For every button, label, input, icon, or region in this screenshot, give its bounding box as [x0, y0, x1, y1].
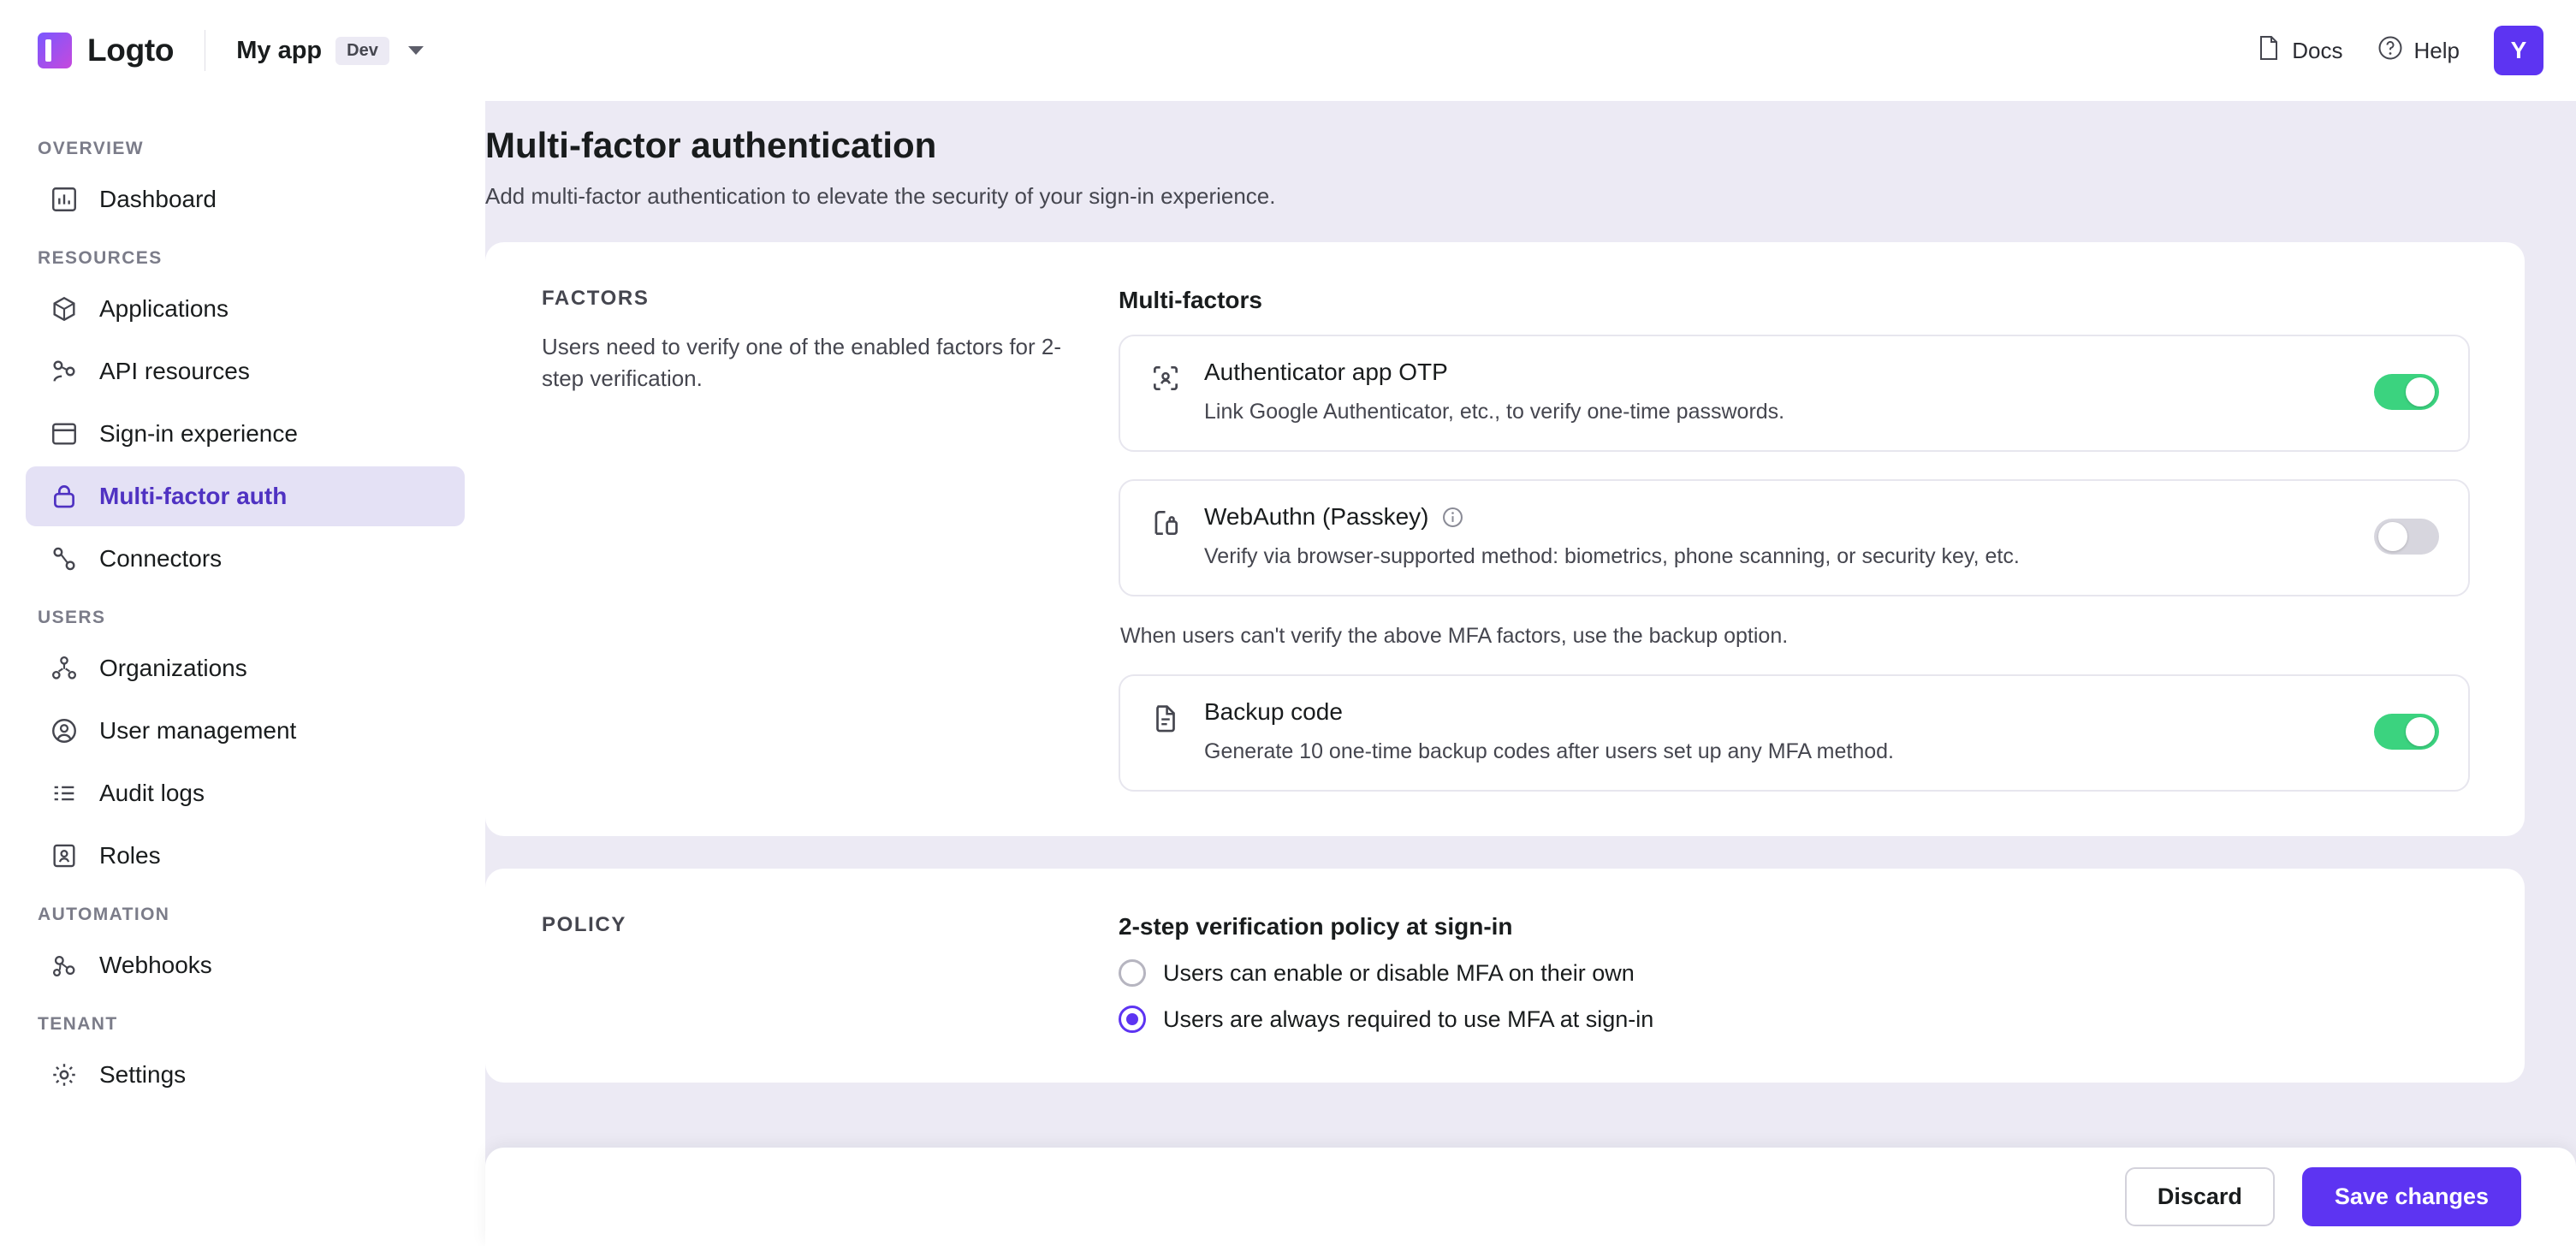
organization-icon: [50, 654, 79, 683]
sidebar-section-users: USERS: [38, 608, 106, 627]
sidebar-item-label: Settings: [99, 1061, 187, 1088]
policy-kicker: POLICY: [542, 913, 626, 936]
sidebar-item-audit-logs[interactable]: [26, 763, 465, 823]
authenticator-app-icon: [1149, 362, 1182, 395]
sidebar-item-sign-in-experience[interactable]: [26, 404, 465, 464]
sidebar-item-applications[interactable]: [26, 279, 465, 339]
policy-section-label: 2-step verification policy at sign-in: [1119, 913, 1513, 940]
factor-title: Backup code: [1204, 698, 1343, 725]
sidebar-item-label: Applications: [99, 295, 229, 322]
sidebar-item-label: Sign-in experience: [99, 420, 298, 447]
factor-text: [1204, 359, 2353, 424]
docs-link[interactable]: [2257, 35, 2342, 67]
factor-text: [1204, 503, 2353, 569]
sidebar-item-label: Multi-factor auth: [99, 483, 288, 509]
factors-description: Users need to verify one of the enabled factors for 2-step verification.: [542, 334, 1062, 391]
gear-icon: [50, 1060, 79, 1089]
lock-icon: [50, 482, 79, 511]
sidebar-item-multi-factor-auth[interactable]: [26, 466, 465, 526]
page-title: Multi-factor authentication: [485, 125, 937, 165]
roles-icon: [50, 841, 79, 870]
window-icon: [50, 419, 79, 448]
sidebar-item-user-management[interactable]: [26, 701, 465, 761]
sidebar-item-connectors[interactable]: [26, 529, 465, 589]
page-subtitle: Add multi-factor authentication to elevate the security of your sign-in experience.: [485, 183, 1276, 209]
authenticator-app-toggle[interactable]: [2374, 374, 2439, 410]
dashboard-icon: [50, 185, 79, 214]
backup-code-toggle[interactable]: [2374, 714, 2439, 750]
sidebar-section-automation: AUTOMATION: [38, 905, 170, 924]
sidebar-item-label: Dashboard: [99, 186, 217, 212]
sidebar-item-label: Audit logs: [99, 780, 205, 806]
webauthn-icon: [1149, 507, 1182, 539]
factors-card: [485, 242, 2525, 836]
factors-kicker: FACTORS: [542, 287, 650, 310]
factor-title-wrap: [1204, 698, 2353, 726]
sidebar-item-webhooks[interactable]: [26, 935, 465, 995]
app-name: My app: [236, 36, 323, 64]
factor-row-backup-code: [1119, 674, 2470, 792]
webhook-icon: [50, 951, 79, 980]
discard-button[interactable]: Discard: [2125, 1167, 2275, 1226]
radio-button[interactable]: [1119, 959, 1146, 987]
sidebar-item-label: Webhooks: [99, 952, 212, 978]
connector-icon: [50, 544, 79, 573]
sidebar-item-label: Organizations: [99, 655, 247, 681]
app-switcher[interactable]: [236, 37, 424, 65]
sidebar-section-resources: RESOURCES: [38, 248, 163, 268]
sidebar-item-dashboard[interactable]: [26, 169, 465, 229]
factor-title: Authenticator app OTP: [1204, 359, 1448, 385]
chevron-down-icon: [408, 46, 424, 55]
top-bar: [0, 0, 2576, 101]
environment-badge: Dev: [335, 37, 389, 65]
brand-name: Logto: [87, 33, 175, 68]
policy-option-mandatory[interactable]: [1119, 1006, 2470, 1033]
multi-factors-label: Multi-factors: [1119, 287, 1262, 313]
policy-card-left: [485, 913, 1119, 1033]
sidebar-item-label: API resources: [99, 358, 250, 384]
help-link[interactable]: [2377, 35, 2460, 67]
document-icon: [2257, 35, 2281, 67]
main-content: [485, 101, 2576, 1246]
toggle-knob: [2406, 377, 2435, 406]
toggle-knob: [2378, 522, 2407, 551]
cube-icon: [50, 294, 79, 323]
info-icon[interactable]: [1441, 506, 1464, 529]
list-icon: [50, 779, 79, 808]
avatar[interactable]: Y: [2494, 26, 2543, 75]
sidebar-item-settings[interactable]: [26, 1045, 465, 1105]
help-circle-icon: [2377, 35, 2403, 67]
action-bar: [485, 1148, 2576, 1246]
factor-title: WebAuthn (Passkey): [1204, 503, 1429, 530]
policy-card-right: [1119, 913, 2525, 1033]
factor-title-wrap: [1204, 359, 2353, 386]
sidebar-item-api-resources[interactable]: [26, 341, 465, 401]
factor-text: [1204, 698, 2353, 764]
user-circle-icon: [50, 716, 79, 745]
policy-option-user-controlled[interactable]: [1119, 959, 2470, 987]
save-changes-button[interactable]: Save changes: [2302, 1167, 2521, 1226]
factor-description: Link Google Authenticator, etc., to verify one-time passwords.: [1204, 400, 1785, 424]
api-icon: [50, 357, 79, 386]
factor-row-authenticator-app: [1119, 335, 2470, 452]
toggle-knob: [2406, 717, 2435, 746]
factor-title-wrap: [1204, 503, 2353, 531]
docs-label: Docs: [2292, 37, 2343, 63]
backup-code-icon: [1149, 702, 1182, 734]
factors-card-right: [1119, 287, 2525, 792]
sidebar-item-organizations[interactable]: [26, 638, 465, 698]
brand[interactable]: [38, 33, 174, 68]
sidebar-item-roles[interactable]: [26, 826, 465, 886]
logto-logo-icon: [38, 33, 72, 68]
factor-description: Verify via browser-supported method: biometrics, phone scanning, or security key, etc.: [1204, 544, 2020, 568]
factors-card-left: [485, 287, 1119, 792]
sidebar-section-tenant: TENANT: [38, 1014, 118, 1034]
radio-button-selected[interactable]: [1119, 1006, 1146, 1033]
sidebar-section-overview: OVERVIEW: [38, 139, 145, 158]
factor-description: Generate 10 one-time backup codes after users set up any MFA method.: [1204, 739, 1895, 763]
policy-option-label: Users can enable or disable MFA on their own: [1163, 959, 1635, 986]
backup-note: When users can't verify the above MFA factors, use the backup option.: [1120, 624, 1789, 648]
help-label: Help: [2413, 37, 2460, 63]
topbar-actions: [2257, 26, 2543, 75]
factor-row-webauthn: [1119, 479, 2470, 596]
sidebar-item-label: Connectors: [99, 545, 223, 572]
sidebar-item-label: User management: [99, 717, 297, 744]
webauthn-toggle[interactable]: [2374, 519, 2439, 555]
sidebar: [0, 101, 485, 1246]
policy-card: [485, 869, 2525, 1083]
sidebar-item-label: Roles: [99, 842, 161, 869]
policy-option-label: Users are always required to use MFA at sign-in: [1163, 1006, 1654, 1032]
